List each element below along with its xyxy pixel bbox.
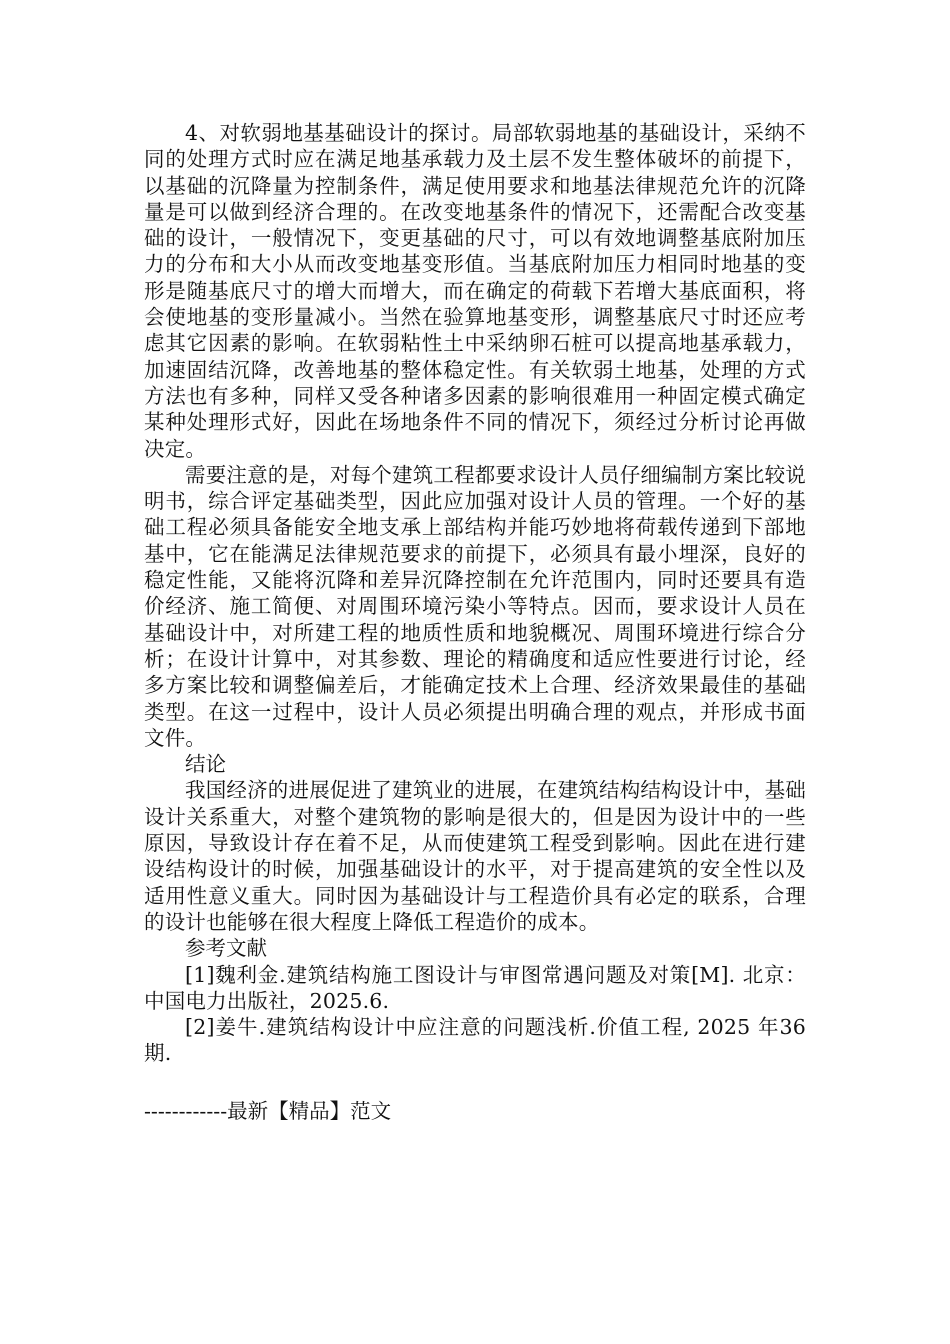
paragraph-conclusion: 我国经济的进展促进了建筑业的进展，在建筑结构结构设计中，基础设计关系重大，对整个建筑物的影响是很大的，但是因为设计中的一些原因，导致设计存在着不足，从而使建筑工程受到影响。因此在进行建设结构设计的时候，加强基础设计的水平，对于提高建筑的安全性以及适用性意义重大。同时因为基础设计与工程造价具有必定的联系，合理的设计也能够在很大程度上降低工程造价的成本。 — [144, 778, 806, 934]
footer-text: ------------最新【精品】范文 — [144, 1099, 392, 1123]
reference-item-2: [2]姜牛.建筑结构设计中应注意的问题浅析.价值工程, 2025 年36 期. — [144, 1015, 806, 1066]
paragraph-soft-foundation: 4、对软弱地基基础设计的探讨。局部软弱地基的基础设计，采纳不同的处理方式时应在满足地基承载力及土层不发生整体破坏的前提下，以基础的沉降量为控制条件，满足使用要求和地基法律规范允许的沉降量是可以做到经济合理的。在改变地基条件的情况下，还需配合改变基础的设计，一般情况下，变更基础的尺寸，可以有效地调整基底附加压力的分布和大小从而改变地基变形值。当基底附加压力相同时地基的变形是随基底尺寸的增大而增大，而在确定的荷载下若增大基底面积，将会使地基的变形量减小。当然在验算地基变形，调整基底尺寸时还应考虑其它因素的影响。在软弱粘性土中采纳卵石桩可以提高地基承载力，加速固结沉降，改善地基的整体稳定性。有关软弱土地基，处理的方式方法也有多种，同样又受各种诸多因素的影响很难用一种固定模式确定某种处理形式好，因此在场地条件不同的情况下，须经过分析讨论再做决定。 — [144, 121, 806, 461]
references-heading: 参考文献 — [185, 936, 267, 961]
reference-item-1: [1]魏利金.建筑结构施工图设计与审图常遇问题及对策[M]. 北京： 中国电力出版社，2025.6. — [144, 962, 806, 1013]
document-body — [144, 120, 806, 1067]
conclusion-heading: 结论 — [185, 752, 226, 777]
paragraph-design-management: 需要注意的是，对每个建筑工程都要求设计人员仔细编制方案比较说明书，综合评定基础类型，因此应加强对设计人员的管理。一个好的基础工程必须具备能安全地支承上部结构并能巧妙地将荷载传递到下部地基中，它在能满足法律规范要求的前提下，必须具有最小埋深，良好的稳定性能，又能将沉降和差异沉降控制在允许范围内，同时还要具有造价经济、施工简便、对周围环境污染小等特点。因而，要求设计人员在基础设计中，对所建工程的地质性质和地貌概况、周围环境进行综合分析；在设计计算中，对其参数、理论的精确度和适应性要进行讨论，经多方案比较和调整偏差后，才能确定技术上合理、经济效果最佳的基础类型。在这一过程中，设计人员必须提出明确合理的观点，并形成书面文件。 — [144, 462, 806, 750]
